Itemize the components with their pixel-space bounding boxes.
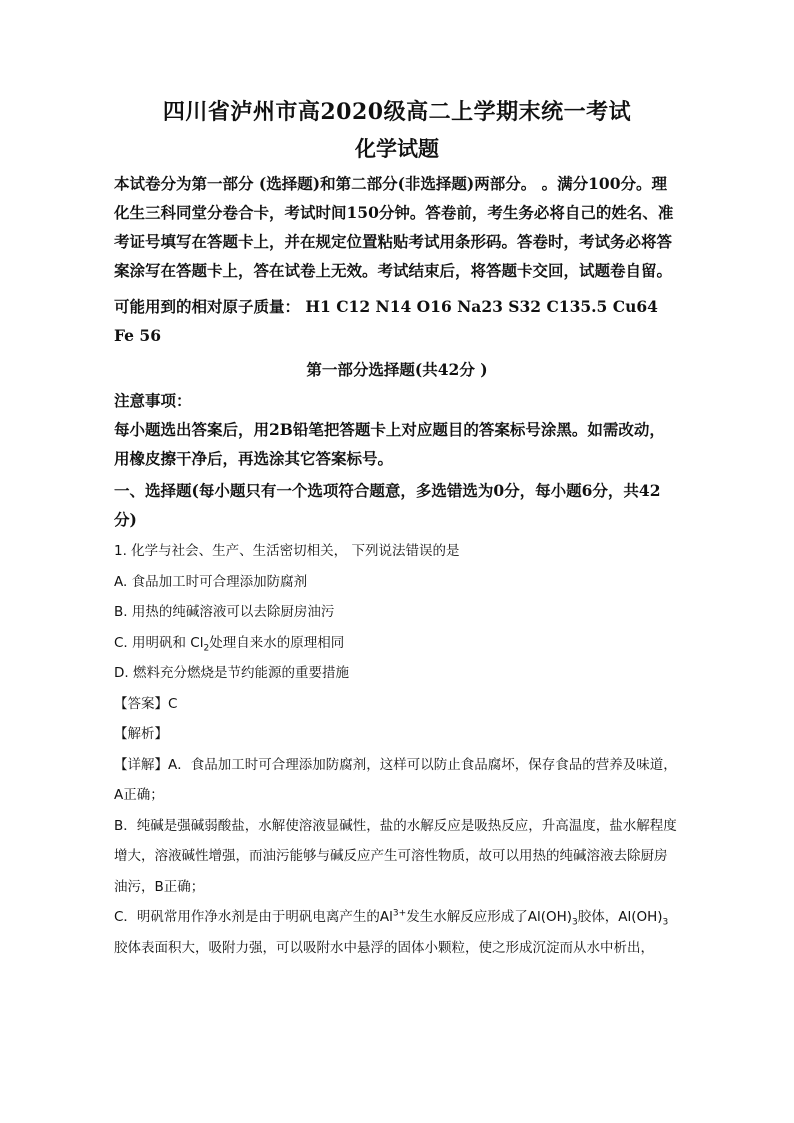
detail-c-superscript: 3+ <box>392 908 407 919</box>
detail-c-text-2: 发生水解反应形成了Al(OH) <box>406 909 572 925</box>
detail-c-text-3: 胶体，Al(OH) <box>577 909 663 925</box>
page-subtitle: 化学试题 <box>355 136 439 161</box>
answer-value: C <box>168 695 178 712</box>
part1-heading: 第一部分选择题(共42分 ) <box>306 360 488 379</box>
exam-instructions: 本试卷分为第一部分 (选择题)和第二部分(非选择题)两部分。 。满分100分。理化生三科同堂分卷合卡，考试时间150分钟。答卷前，考生务必将自己的姓名、准考证号填写在答题卡上，并在规定位置粘贴考试用条形码。答卷时，考试务必将答案涂写在答题卡上，答在试卷上无效。考试结束后，将答题卡交回，试题卷自留。 <box>114 174 674 280</box>
page-title: 四川省泸州市高2020级高二上学期末统一考试 <box>162 99 632 125</box>
detail-c-subscript-1: 3 <box>572 917 578 928</box>
section-title: 一、选择题(每小题只有一个选项符合题意，多选错选为0分，每小题6分，共42分) <box>114 481 661 529</box>
detail-c-text-1: C．明矾常用作净水剂是由于明矾电离产生的Al <box>114 909 393 925</box>
notice-body: 每小题选出答案后，用2B铅笔把答题卡上对应题目的答案标号涂黑。如需改动，用橡皮擦干净后，再选涂其它答案标号。 <box>114 420 665 468</box>
detail-a: 【详解】A．食品加工时可合理添加防腐剂，这样可以防止食品腐坏，保存食品的营养及味道，A正确； <box>114 756 677 803</box>
answer-label: 【答案】 <box>114 695 168 712</box>
option-b: B. 用热的纯碱溶液可以去除厨房油污 <box>114 604 335 620</box>
detail-b: B．纯碱是强碱弱酸盐，水解使溶液显碱性，盐的水解反应是吸热反应，升高温度，盐水解程度增大，溶液碱性增强，而油污能够与碱反应产生可溶性物质，故可以用热的纯碱溶液去除厨房油污，B正确； <box>114 817 677 895</box>
option-c-text-2: 处理自来水的原理相同 <box>209 634 345 651</box>
detail-c-text-4: 胶体表面积大，吸附力强，可以吸附水中悬浮的固体小颗粒，使之形成沉淀而从水中析出， <box>114 939 654 956</box>
option-c-subscript: 2 <box>203 643 210 654</box>
detail-c-subscript-2: 3 <box>662 917 669 928</box>
question-stem: 1. 化学与社会、生产、生活密切相关， 下列说法错误的是 <box>114 543 460 559</box>
option-c <box>114 628 680 659</box>
detail-c <box>114 902 680 963</box>
option-d: D. 燃料充分燃烧是节约能源的重要措施 <box>114 665 349 681</box>
notice-title: 注意事项： <box>114 391 192 410</box>
answer-line <box>114 689 680 720</box>
atomic-masses: 可能用到的相对原子质量： H1 C12 N14 O16 Na23 S32 C135.5 Cu64 Fe 56 <box>114 297 658 345</box>
option-a: A. 食品加工时可合理添加防腐剂 <box>114 573 308 590</box>
analysis-label: 【解析】 <box>114 726 168 742</box>
option-c-text-1: C. 用明矾和 Cl <box>114 634 204 651</box>
